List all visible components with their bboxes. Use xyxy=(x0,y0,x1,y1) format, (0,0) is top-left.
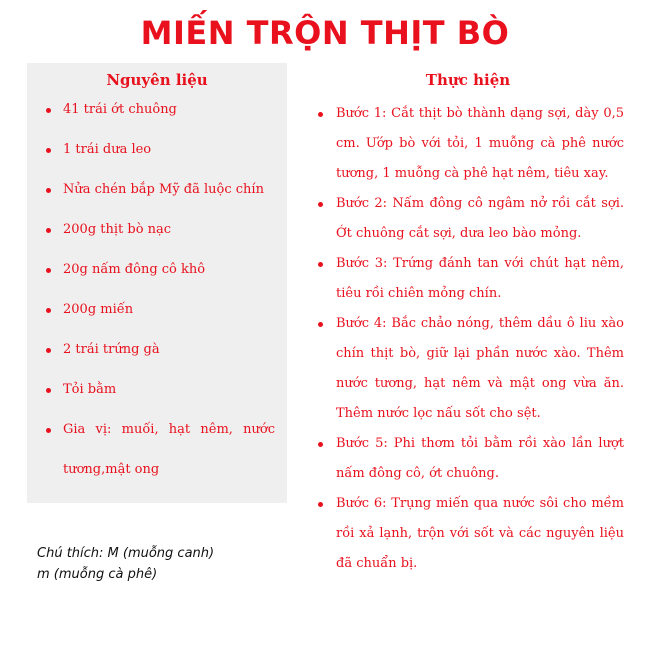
ingredient-item: Gia vị: muối, hạt nêm, nước tương,mật ong xyxy=(41,410,275,490)
step-item: Bước 1: Cắt thịt bò thành dạng sợi, dày 0,5 cm. Ướp bò với tỏi, 1 muỗng cà phê nước tương, 1 muỗng cà phê hạt nêm, tiêu xay. xyxy=(312,99,624,189)
ingredients-list xyxy=(27,100,287,490)
footnote xyxy=(37,543,287,585)
steps-list xyxy=(312,99,624,579)
step-item: Bước 3: Trứng đánh tan với chút hạt nêm, tiêu rồi chiên mỏng chín. xyxy=(312,249,624,309)
step-item: Bước 6: Trụng miến qua nước sôi cho mềm rồi xả lạnh, trộn với sốt và các nguyên liệu đã chuẩn bị. xyxy=(312,489,624,579)
ingredients-panel xyxy=(27,63,287,503)
ingredient-item: Nửa chén bắp Mỹ đã luộc chín xyxy=(41,180,275,200)
ingredient-item: 41 trái ớt chuông xyxy=(41,100,275,120)
steps-panel xyxy=(312,71,624,579)
ingredient-item: 200g thịt bò nạc xyxy=(41,220,275,240)
ingredient-item: 20g nấm đông cô khô xyxy=(41,260,275,280)
step-item: Bước 4: Bắc chảo nóng, thêm dầu ô liu xào chín thịt bò, giữ lại phần nước xào. Thêm nước tương, hạt nêm và mật ong vừa ăn. Thêm nước lọc nấu sốt cho sệt. xyxy=(312,309,624,429)
ingredient-item: 2 trái trứng gà xyxy=(41,340,275,360)
ingredient-item: 1 trái dưa leo xyxy=(41,140,275,160)
step-item: Bước 5: Phi thơm tỏi bằm rồi xào lần lượt nấm đông cô, ớt chuông. xyxy=(312,429,624,489)
steps-heading: Thực hiện xyxy=(425,71,511,89)
step-item: Bước 2: Nấm đông cô ngâm nở rồi cắt sợi. Ớt chuông cắt sợi, dưa leo bào mỏng. xyxy=(312,189,624,249)
ingredient-item: 200g miến xyxy=(41,300,275,320)
footnote-line-1: Chú thích: M (muỗng canh) xyxy=(37,546,215,561)
ingredient-item: Tỏi bằm xyxy=(41,380,275,400)
footnote-line-2: m (muỗng cà phê) xyxy=(37,567,158,582)
ingredients-heading: Nguyên liệu xyxy=(106,71,208,89)
recipe-title: MIẾN TRỘN THỊT BÒ xyxy=(140,14,510,52)
